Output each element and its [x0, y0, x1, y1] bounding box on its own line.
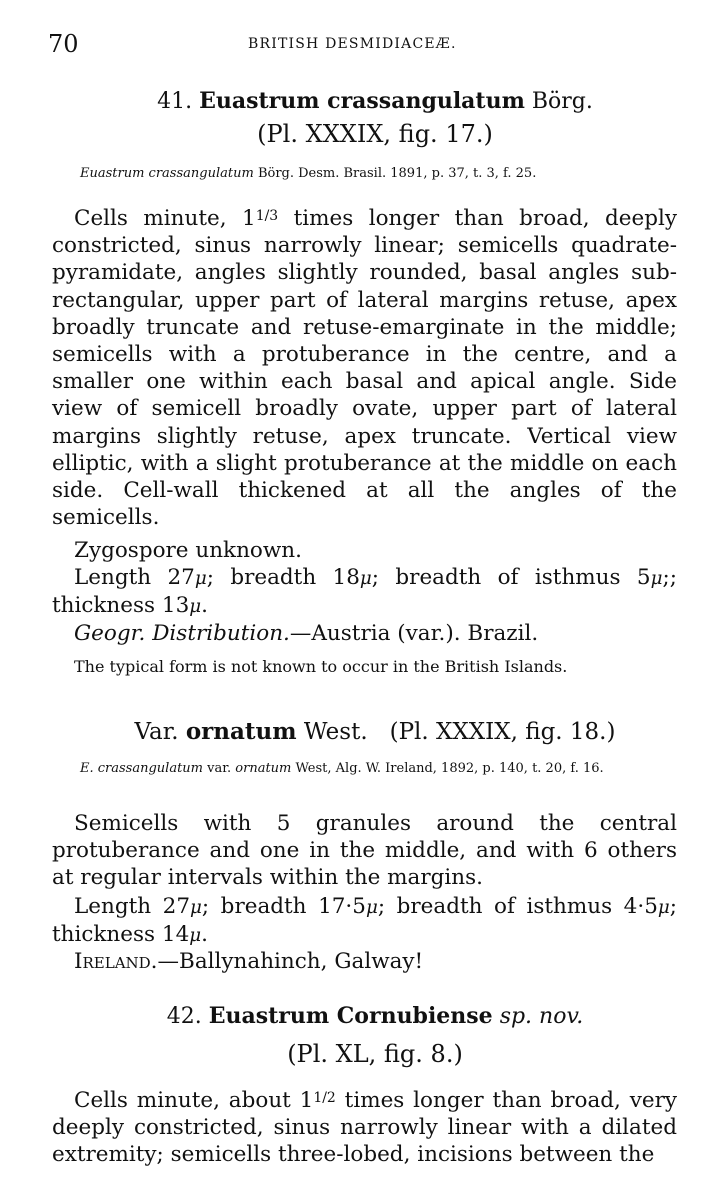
locality-label: Ireland. — [74, 949, 158, 974]
locality-text: —Ballynahinch, Galway! — [157, 949, 424, 974]
distribution-text: —Austria (var.). Brazil. — [289, 621, 539, 646]
variety-description: Semicells with 5 granules around the central protuberance and one in the middle, and with 6 others at regular intervals within the margins. — [52, 811, 677, 891]
variety-measurements: Length 27μ; breadth 17·5μ; breadth of isthmus 4·5μ; thickness 14μ. — [52, 894, 677, 948]
variety-locality — [52, 948, 677, 975]
variety-name: ornatum — [185, 718, 297, 745]
species-41-distribution — [52, 620, 677, 647]
page-number: 70 — [48, 30, 79, 58]
fraction: 1/2 — [313, 1090, 336, 1106]
reference-name: Euastrum crassangulatum — [80, 166, 254, 181]
species-41-plate-ref: (Pl. XXXIX, fig. 17.) — [257, 120, 493, 148]
running-head: BRITISH DESMIDIACEÆ. — [248, 36, 457, 52]
species-status: sp. nov. — [499, 1004, 584, 1029]
species-42-plate-ref: (Pl. XL, fig. 8.) — [287, 1040, 463, 1068]
species-41-measurements: Length 27μ; breadth 18μ; breadth of isthmus 5μ;; thickness 13μ. — [52, 565, 677, 619]
page-header — [48, 30, 672, 60]
distribution-label: Geogr. Distribution. — [74, 621, 290, 646]
species-42-description: Cells minute, about $1^{1/2}$ times longer than broad, very deeply constricted, sinus narrowly linear with a dilated extremity; semicells three-lobed, incisions between the — [52, 1087, 677, 1168]
species-41-note: The typical form is not known to occur in the British Islands. — [74, 657, 568, 676]
species-author: Börg. — [531, 89, 593, 114]
fraction: 1/3 — [255, 208, 279, 224]
species-41-title — [40, 88, 710, 114]
species-41-zygospore: Zygospore unknown. — [74, 538, 302, 563]
species-name: Euastrum Cornubiense — [208, 1003, 493, 1029]
variety-plate-ref: (Pl. XXXIX, fig. 18.) — [389, 719, 616, 745]
variety-reference: E. crassangulatum var. ornatum West, Alg. W. Ireland, 1892, p. 140, t. 20, f. 16. — [80, 761, 604, 776]
variety-title: Var. ornatum West. (Pl. XXXIX, fig. 18.) — [134, 718, 616, 745]
species-41-reference — [80, 165, 680, 183]
species-41-description: Cells minute, $1^{1/3}$ times longer than broad, deeply constricted, sinus narrowly linear; semicells quadrate-pyramidate, angles slightly rounded, basal angles sub-rectangular, upper part of lateral margins retuse, apex broadly truncate and retuse-emarginate in the middle; semicells with a protuberance in the centre, and a smaller one within each basal and apical angle. Side view of semicell broadly ovate, upper part of lateral margins slightly retuse, apex truncate. Vertical view elliptic, with a slight protuberance at the middle on each side. Cell-wall thickened at all the angles of the semicells. — [52, 205, 678, 531]
reference-citation: Börg. Desm. Brasil. 1891, p. 37, t. 3, f. 25. — [257, 166, 537, 181]
species-name: Euastrum crassangulatum — [199, 88, 525, 114]
species-number: 41. — [157, 89, 193, 114]
species-42-title: 42. Euastrum Cornubiense sp. nov. — [166, 1003, 584, 1029]
